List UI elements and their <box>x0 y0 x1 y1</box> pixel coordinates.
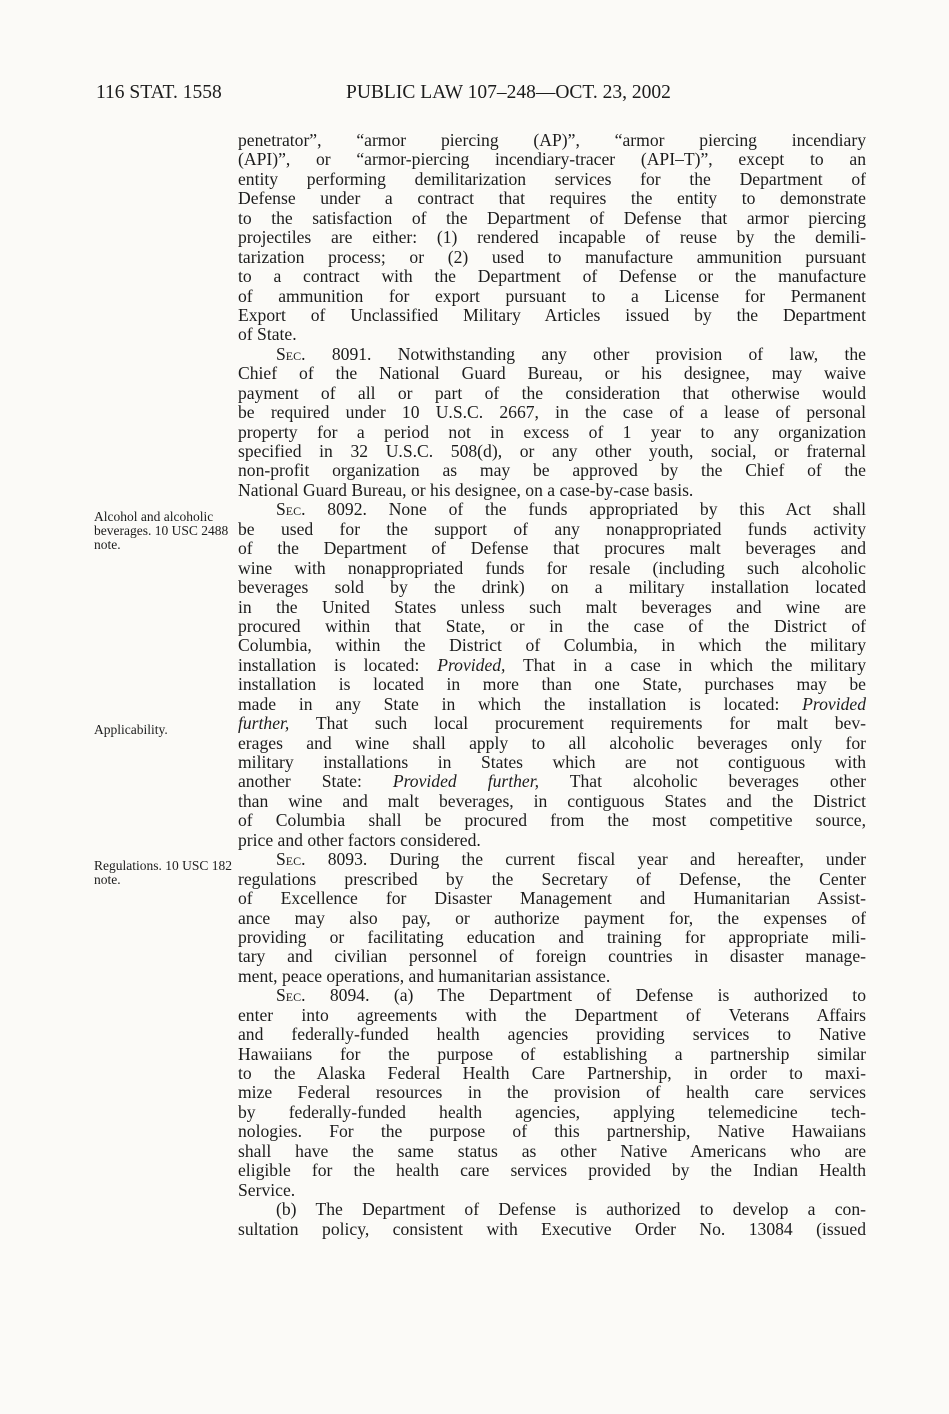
text-line: entity performing demilitarization services for the Department of <box>238 168 866 189</box>
text-line: be required under 10 U.S.C. 2667, in the case of a lease of personal <box>238 402 866 423</box>
text-line: Chief of the National Guard Bureau, or his designee, may waive <box>238 363 866 384</box>
text-line: wine with nonappropriated funds for resale (including such alcoholic <box>238 557 866 578</box>
text-line: eligible for the health care services provided by the Indian Health <box>238 1160 866 1181</box>
section-8092-first-line: Sec. 8092. None of the funds appropriated by this Act shall <box>276 499 866 520</box>
text-line: projectiles are either: (1) rendered incapable of reuse by the demili- <box>238 227 866 248</box>
text-line: made in any State in which the installation is located: Provided <box>238 693 866 714</box>
page-header <box>96 82 756 112</box>
text-line: sultation policy, consistent with Executive Order No. 13084 (issued <box>238 1218 866 1239</box>
text-line: installation is located: Provided, That in a case in which the military <box>238 654 866 675</box>
text-line: further, That such local procurement requirements for malt bev- <box>238 713 866 734</box>
text-line: than wine and malt beverages, in contiguous States and the District <box>238 790 866 811</box>
text-line: military installations in States which are not contiguous with <box>238 752 866 772</box>
text-line: ment, peace operations, and humanitarian assistance. <box>238 965 611 986</box>
text-line: National Guard Bureau, or his designee, on a case-by-case basis. <box>238 479 694 500</box>
text-line: of ammunition for export pursuant to a License for Permanent <box>238 285 866 306</box>
text-line: procured within that State, or in the case of the District of <box>238 615 866 636</box>
text-line: Export of Unclassified Military Articles issued by the Department <box>238 304 866 325</box>
text-line: nologies. For the purpose of this partnership, Native Hawaiians <box>238 1121 866 1142</box>
text-line: to a contract with the Department of Defense or the manufacture <box>238 266 866 287</box>
section-label: Sec. 8092. <box>276 499 367 520</box>
text-line: payment of all or part of the consideration that otherwise would <box>238 382 866 403</box>
text-line: property for a period not in excess of 1 year to any organization <box>238 421 866 442</box>
text-line: beverages sold by the drink) on a military installation located <box>238 577 866 598</box>
text-line: of State. <box>238 324 297 345</box>
text-line: (API)”, or “armor-piercing incendiary-tracer (API–T)”, except to an <box>238 149 866 170</box>
text-line: to the satisfaction of the Department of Defense that armor piercing <box>238 207 866 228</box>
text-line: erages and wine shall apply to all alcoholic beverages only for <box>238 732 866 753</box>
text-line: and federally-funded health agencies providing services to Native <box>238 1024 866 1045</box>
text-line: tarization process; or (2) used to manufacture ammunition pursuant <box>238 246 866 267</box>
text-line: of Columbia shall be procured from the most competitive source, <box>238 810 866 831</box>
text-line: be used for the support of any nonappropriated funds activity <box>238 518 866 539</box>
section-label: Sec. 8091. <box>276 343 372 364</box>
text-line: by federally-funded health agencies, applying telemedicine tech- <box>238 1101 866 1122</box>
body-text <box>238 131 866 1239</box>
text-line: of the Department of Defense that procures malt beverages and <box>238 538 866 559</box>
text-line: penetrator”, “armor piercing (AP)”, “armor piercing incendiary <box>238 130 866 150</box>
margin-note-applicability: Applicability. <box>94 722 168 737</box>
text-line: non-profit organization as may be approved by the Chief of the <box>238 460 866 481</box>
text-line: shall have the same status as other Native Americans who are <box>238 1140 866 1161</box>
text-line: to the Alaska Federal Health Care Partnership, in order to maxi- <box>238 1063 866 1083</box>
text-line: providing or facilitating education and training for appropriate mili- <box>238 926 866 947</box>
section-8094-first-line: Sec. 8094. (a) The Department of Defense is authorized to <box>276 985 866 1006</box>
margin-note-regulations: Regulations. 10 USC 182 note. <box>94 858 233 888</box>
text-line: Hawaiians for the purpose of establishing a partnership similar <box>238 1043 866 1064</box>
text-line: in the United States unless such malt beverages and wine are <box>238 596 866 617</box>
section-label: Sec. 8094. <box>276 985 370 1006</box>
text-line: price and other factors considered. <box>238 829 481 850</box>
text-line: tary and civilian personnel of foreign countries in disaster manage- <box>238 946 866 967</box>
statute-page-number: 116 STAT. 1558 <box>96 82 222 103</box>
text-line: ance may also pay, or authorize payment for, the expenses of <box>238 907 866 928</box>
margin-note-alcohol: Alcohol and alcoholic beverages. 10 USC 2488 note. <box>94 509 229 553</box>
text-line: another State: Provided further, That alcoholic beverages other <box>238 771 867 792</box>
text-line: Service. <box>238 1179 296 1200</box>
public-law-title: PUBLIC LAW 107–248—OCT. 23, 2002 <box>346 82 671 103</box>
text-line: of Excellence for Disaster Management and Humanitarian Assist- <box>238 888 866 909</box>
section-8093-first-line: Sec. 8093. During the current fiscal year and hereafter, under <box>276 849 866 870</box>
text-line: Defense under a contract that requires the entity to demonstrate <box>238 188 866 209</box>
text-line: installation is located in more than one State, purchases may be <box>238 674 866 695</box>
section-label: Sec. 8093. <box>276 849 368 870</box>
text-line: mize Federal resources in the provision of health care services <box>238 1082 866 1103</box>
text-line: Columbia, within the District of Columbia, in which the military <box>238 635 866 656</box>
text-line: regulations prescribed by the Secretary of Defense, the Center <box>238 868 866 889</box>
section-8094b-first-line: (b) The Department of Defense is authorized to develop a con- <box>276 1199 866 1220</box>
section-8091-first-line: Sec. 8091. Notwithstanding any other provision of law, the <box>276 343 866 364</box>
text-line: enter into agreements with the Department of Veterans Affairs <box>238 1004 866 1025</box>
text-line: specified in 32 U.S.C. 508(d), or any other youth, social, or fraternal <box>238 441 866 461</box>
